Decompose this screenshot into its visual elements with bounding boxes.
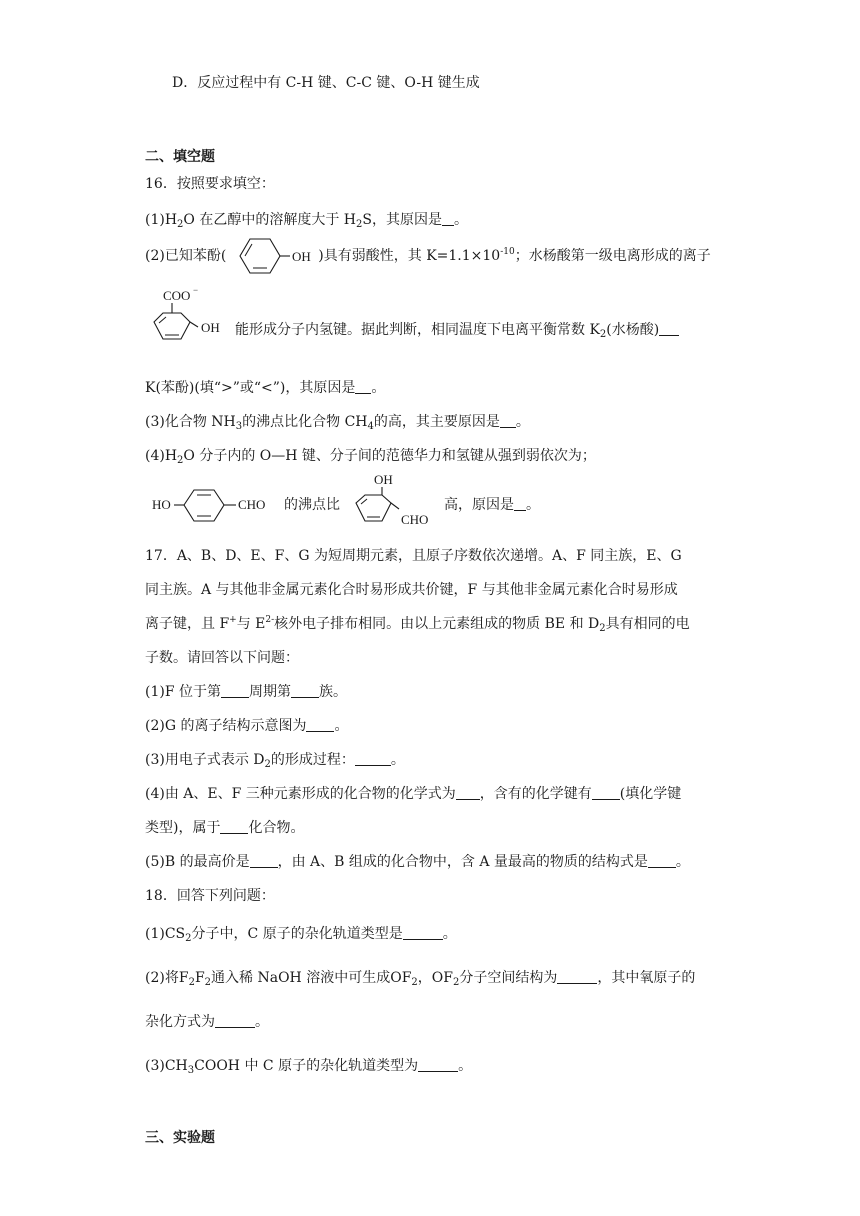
question-17-line2: 同主族。A 与其他非金属元素化合时易形成共价键，F 与其他非金属元素化合时易形成 [145,582,678,598]
q16-part4-compare: 的沸点比 [284,497,340,513]
answer-blank[interactable] [355,751,391,766]
question-17-line4: 子数。请回答以下问题： [145,650,299,666]
phenol-structure [232,234,328,280]
p-hydroxybenzaldehyde-structure [150,486,280,526]
salicylate-oh-label: OH [201,320,220,335]
answer-blank[interactable] [456,785,480,800]
answer-blank[interactable] [250,853,278,868]
answer-blank[interactable] [418,1057,458,1072]
answer-blank[interactable] [659,321,679,336]
answer-blank[interactable] [306,717,334,732]
salicylate-charge-label: − [193,286,199,295]
ortho-oh-label: OH [374,472,393,487]
phenol-oh-label: OH [292,249,311,264]
ortho-cho-label: CHO [401,512,429,527]
q16-part4-result: 高，原因是 。 [444,497,540,513]
question-17-line3: 离子键，且 F+与 $E^{2-}$核外电子排布相同。由以上元素组成的物质 BE 和 $D_2$具有相同的电 [145,615,690,634]
question-18-intro: 18．回答下列问题： [145,888,275,904]
q17-part4: (4)由 A、E、F 三种元素形成的化合物的化学式为 ，含有的化学键有 (填化学键 [145,786,682,802]
q17-part1: (1)F 位于第 周期第 族。 [145,684,347,700]
section-title-experiment: 三、实验题 [145,1130,215,1146]
q17-part5: (5)B 的最高价是 ，由 A、B 组成的化合物中，含 A 量最高的物质的结构式是 。 [145,854,690,870]
answer-blank[interactable] [648,853,676,868]
o-hydroxybenzaldehyde-structure [346,470,442,532]
answer-blank[interactable] [514,496,526,511]
salicylate-coo-label: COO [163,288,191,303]
answer-blank[interactable] [221,683,249,698]
q17-part4-continued: 类型)，属于 化合物。 [145,820,305,836]
answer-blank[interactable] [215,1013,255,1028]
q18-part2: (2)将$F_2F_2$通入稀 NaOH 溶液中可生成$OF_2$，$OF_2$分子空间结构为 ，其中氧原子的 [145,970,696,988]
question-17-line1: 17．A、B、D、E、F、G 为短周期元素，且原子序数依次递增。A、F 同主族，E、G [145,548,682,564]
q17-part3: (3)用电子式表示 $D_2$的形成过程： 。 [145,752,405,770]
q16-part4: $(4)H_2O$ 分子内的 O—H 键、分子间的范德华力和氢键从强到弱依次为； [145,448,596,466]
q16-part2-reason: K(苯酚)(填“>”或“<”)，其原因是 。 [145,380,386,396]
answer-blank[interactable] [220,819,248,834]
para-cho-label: CHO [238,497,266,512]
answer-blank[interactable] [557,969,597,984]
answer-blank[interactable] [355,379,371,394]
q16-part2: (2)已知苯酚( )具有弱酸性，其 $K=1.1\times 10^{-10}$；水杨酸第一级电离形成的离子 [145,247,711,264]
q18-part1: $(1)CS_2$分子中，C 原子的杂化轨道类型是 。 [145,926,457,944]
q17-part2: (2)G 的离子结构示意图为 。 [145,718,349,734]
answer-blank[interactable] [442,211,454,226]
answer-blank[interactable] [291,683,319,698]
salicylate-ion-structure [145,286,235,358]
question-16-intro: 16．按照要求填空： [145,176,275,192]
q18-part3: $(3)CH_3COOH$ 中 C 原子的杂化轨道类型为 。 [145,1058,473,1076]
q16-part1: $(1)H_2O$ 在乙醇中的溶解度大于 $H_2S$，其原因是 。 [145,212,468,230]
answer-blank[interactable] [500,413,516,428]
answer-blank[interactable] [403,925,443,940]
q16-part2-continued: 能形成分子内氢键。据此判断，相同温度下电离平衡常数 $K_2$(水杨酸) [235,320,679,340]
section-title-fill-in: 二、填空题 [145,149,215,165]
option-d: D．反应过程中有 C-H 键、C-C 键、O-H 键生成 [172,75,480,91]
answer-blank[interactable] [592,785,620,800]
para-ho-label: HO [152,497,171,512]
q18-part2-continued: 杂化方式为 。 [145,1014,269,1030]
q16-part3: (3)化合物 $NH_3$的沸点比化合物 $CH_4$的高，其主要原因是 。 [145,414,530,432]
